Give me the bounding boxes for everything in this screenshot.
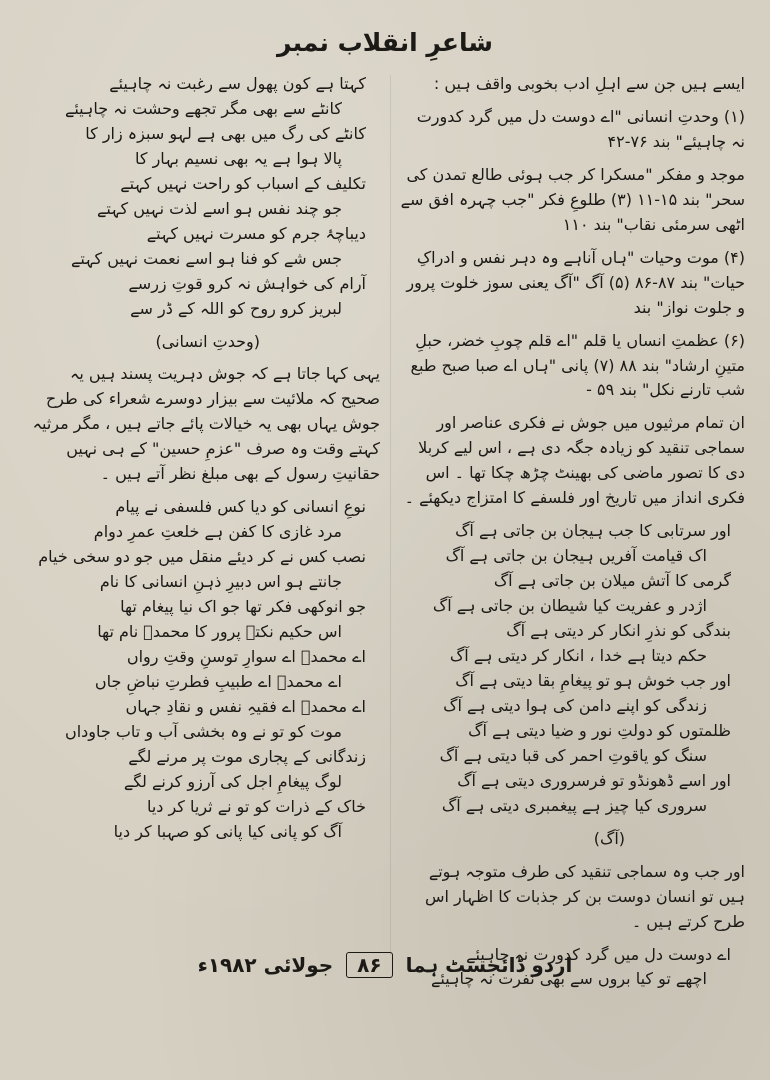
verse-line: جانتے ہو اس دبیرِ ذہنِ انسانی کا نام — [99, 572, 342, 592]
verse-line: اور جب خوش ہو تو پیغامِ بقا دیتی ہے آگ — [455, 670, 731, 690]
left-verses — [28, 72, 380, 322]
right-paragraph-2: اور جب وہ سماجی تنقید کی طرف متوجہ ہوتے ہیں تو انسان دوست بن کر جذبات کا اظہار اس طرح کرتے ہیں ۔ — [424, 861, 745, 931]
verse-line: حکم دیتا ہے خدا ، انکار کر دیتی ہے آگ — [449, 646, 707, 666]
verse-line: مرد غازی کا کفن ہے خلعتِ عمرِ دوام — [93, 522, 342, 542]
verse-line: نوعِ انسانی کو دیا کس فلسفی نے پیام — [115, 497, 366, 517]
verse-line: لبریز کرو روح کو اللہ کے ڈر سے — [130, 298, 342, 318]
right-intro: ایسے ہیں جن سے اہلِ ادب بخوبی واقف ہیں : — [433, 74, 745, 93]
verse-line: اژدر و عفریت کیا شیطان بن جاتی ہے آگ — [432, 596, 707, 616]
verse-line: خاک کے ذرات کو تو نے ثریا کر دیا — [146, 796, 366, 816]
verse-line: اک قیامت آفریں ہیجان بن جاتی ہے آگ — [445, 546, 707, 566]
right-list-item: (۶) عظمتِ انساں یا قلم "اے قلم چوبِ خضر، حبلِ متینِ ارشاد" بند ۸۸ (۷) پانی "ہاں اے صبا صبح طبع شب تارنے نکل" بند ۵۹ - — [410, 330, 745, 400]
header-title: شاعرِ انقلاب نمبر — [277, 28, 493, 57]
verse-line: موت کو تو نے وہ بخشی آب و تاب جاوداں — [64, 721, 342, 741]
right-column — [400, 72, 745, 1000]
verse-line: اے محمدؐ اے سوارِ توسنِ وقتِ رواں — [126, 646, 366, 666]
verse-line: تکلیف کے اسباب کو راحت نہیں کہتے — [120, 173, 366, 193]
verse-line: پالا ہوا ہے یہ بھی نسیم بہار کا — [134, 148, 342, 168]
verse-line: دیباچۂ جرم کو مسرت نہیں کہتے — [146, 223, 366, 243]
verse-line: کانٹے سے بھی مگر تجھے وحشت نہ چاہیئے — [64, 98, 342, 118]
verse-line: اے محمدؐ اے فقیہِ نفس و نقادِ جہاں — [125, 696, 366, 716]
footer-magazine: اردو ڈائجسٹ ہما — [405, 953, 573, 977]
verse-line: جو چند نفس ہو اسے لذت نہیں کہتے — [96, 198, 342, 218]
verse-line: سروری کیا چیز ہے پیغمبری دیتی ہے آگ — [441, 795, 707, 815]
page-footer — [0, 952, 770, 978]
right-list-item: موجد و مفکر "مسکرا کر جب ہوئی طالع تمدن کی سحر" بند ۱۵-۱۱ (۳) طلوعِ فکر "جب چہرہ افق سے اٹھی سرمئی نقاب" بند ۱۱۰ — [400, 164, 745, 234]
verse-line: زندگانی کے پجاری موت پر مرنے لگے — [128, 746, 366, 766]
right-list-item: (۱) وحدتِ انسانی "اے دوست دل میں گرد کدورت نہ چاہیئے" بند ۷۶-۴۲ — [416, 106, 745, 151]
verse-line: ظلمتوں کو دولتِ نور و ضیا دیتی ہے آگ — [468, 720, 731, 740]
verse-line: اور سرتابی کا جب ہیجان بن جاتی ہے آگ — [455, 521, 731, 541]
left-column — [28, 72, 380, 853]
right-list-item: (۴) موت وحیات "ہاں آناہے وہ دہر نفس و ادراکِ حیات" بند ۸۷-۸۶ (۵) آگ "آگ یعنی سوز خلوت پرور و جلوت نواز" بند — [406, 247, 745, 317]
verse-line: اے دوست دل میں گرد کدورت نہ چاہیئے — [466, 944, 731, 964]
verse-line: آرام کی خواہش نہ کرو قوتِ زرسے — [128, 273, 366, 293]
verses-source: (آگ) — [593, 828, 625, 848]
verses-source: (وحدتِ انسانی) — [155, 331, 260, 351]
verse-line: کہتا ہے کون پھول سے رغبت نہ چاہیئے — [109, 74, 366, 93]
footer-date: جولائی ۱۹۸۲ء — [197, 953, 334, 977]
verse-line: جس شے کو فنا ہو اسے نعمت نہیں کہتے — [70, 248, 342, 268]
verse-line: اے محمدؐ اے طبیبِ فطرتِ نباضِ جاں — [94, 671, 342, 691]
verse-line: آگ کو پانی کیا پانی کو صہبا کر دیا — [113, 821, 342, 841]
right-paragraph: ان تمام مرثیوں میں جوش نے فکری عناصر اور سماجی تنقید کو زیادہ جگہ دی ہے ، اس لیے کربلا دی کا تصور ماضی کی بھینٹ چڑھ چکا تھا ۔ اس فکری انداز میں تاریخ اور فلسفے کا امتزاج دیکھئے ۔ — [404, 413, 745, 508]
right-verses — [400, 519, 745, 818]
left-paragraph: یہی کہا جاتا ہے کہ جوش دہریت پسند ہیں یہ صحیح کہ ملائیت سے بیزار دوسرے شعراء کی طرح جوش یہاں بھی یہ خیالات پائے جاتے ہیں ، مگر مرثیہ کہتے وقت وہ صرف "عزمِ حسین" کے ہی نہیں حقانیتِ رسول کے بھی مبلغ نظر آتے ہیں ۔ — [32, 364, 380, 484]
verse-line: جو انوکھی فکر تھا جو اک نیا پیغام تھا — [120, 597, 366, 617]
page-header — [0, 28, 770, 57]
verse-line: زندگی کو اپنے دامن کی ہوا دیتی ہے آگ — [443, 695, 707, 715]
verse-line: نصب کس نے کر دیئے منقل میں جو دو سخی خیام — [38, 547, 366, 567]
verse-line: لوگ پیغامِ اجل کی آرزو کرنے لگے — [123, 771, 342, 791]
footer-page-number: ۸۶ — [346, 952, 392, 978]
column-divider — [390, 75, 391, 955]
verse-line: اچھے تو کیا بروں سے بھی نفرت نہ چاہیئے — [431, 969, 707, 989]
verse-line: کانٹے کی رگ میں بھی ہے لہو سبزہ زار کا — [85, 123, 366, 143]
verse-line: سنگ کو یاقوتِ احمر کی قبا دیتی ہے آگ — [439, 745, 707, 765]
verse-line: اور اسے ڈھونڈو تو فرسروری دیتی ہے آگ — [457, 770, 731, 790]
left-verses-2 — [28, 495, 380, 844]
verse-line: گرمی کا آتش میلان بن جاتی ہے آگ — [493, 571, 731, 591]
verse-line: بندگی کو نذرِ انکار کر دیتی ہے آگ — [506, 621, 731, 641]
verse-line: اس حکیم نکتہ پرور کا محمدؐ نام تھا — [97, 622, 342, 642]
